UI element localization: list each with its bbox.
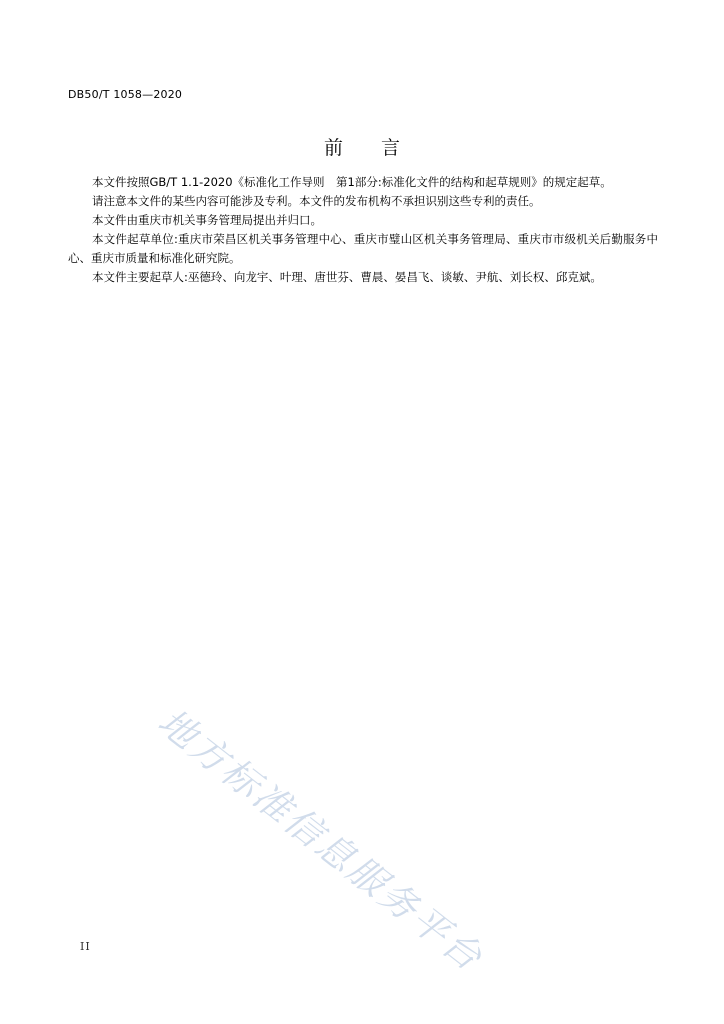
paragraph-standard-basis: 本文件按照GB/T 1.1-2020《标准化工作导则 第1部分:标准化文件的结构和起草规则》的规定起草。 <box>92 175 612 189</box>
paragraph-patent-notice: 请注意本文件的某些内容可能涉及专利。本文件的发布机构不承担识别这些专利的责任。 <box>92 194 541 208</box>
page-number: II <box>80 940 91 953</box>
paragraph-drafting-units: 本文件起草单位:重庆市荣昌区机关事务管理中心、重庆市璧山区机关事务管理局、重庆市市级机关后勤服务中心、重庆市质量和标准化研究院。 <box>68 232 658 265</box>
watermark-text: 地方标准信息服务平台 <box>149 700 492 981</box>
document-code: DB50/T 1058—2020 <box>68 88 183 101</box>
paragraph-drafters: 本文件主要起草人:巫德玲、向龙宇、叶理、唐世芬、曹晨、晏昌飞、谈敏、尹航、刘长权、邱克斌。 <box>92 270 602 284</box>
foreword-body <box>68 173 658 287</box>
paragraph-proposer: 本文件由重庆市机关事务管理局提出并归口。 <box>92 213 322 227</box>
section-title: 前言 <box>323 137 438 159</box>
